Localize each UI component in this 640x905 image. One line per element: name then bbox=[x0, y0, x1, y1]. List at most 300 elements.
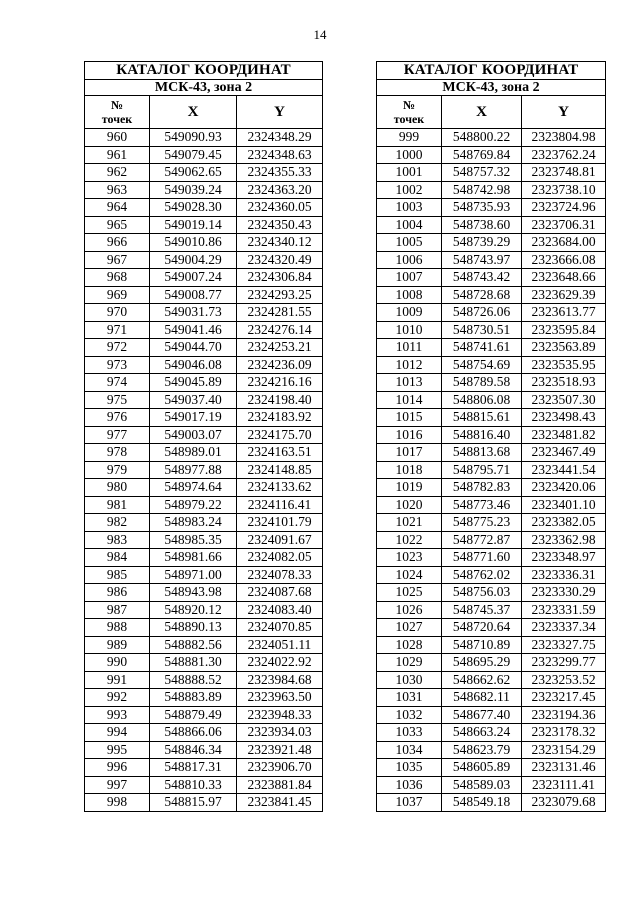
point-number-cell: 1026 bbox=[377, 601, 442, 619]
x-coordinate-cell: 548741.61 bbox=[442, 339, 522, 357]
table-row bbox=[85, 181, 323, 199]
x-coordinate-cell: 548971.00 bbox=[150, 566, 237, 584]
x-coordinate-cell: 548730.51 bbox=[442, 321, 522, 339]
point-number-cell: 1021 bbox=[377, 514, 442, 532]
y-coordinate-cell: 2323684.00 bbox=[522, 234, 606, 252]
table-row bbox=[85, 269, 323, 287]
coordinate-catalog-table-left bbox=[84, 61, 323, 812]
y-coordinate-cell: 2323613.77 bbox=[522, 304, 606, 322]
table-title: КАТАЛОГ КООРДИНАТ bbox=[85, 62, 323, 80]
table-row bbox=[85, 251, 323, 269]
y-coordinate-cell: 2323648.66 bbox=[522, 269, 606, 287]
y-coordinate-cell: 2323963.50 bbox=[237, 689, 323, 707]
point-number-cell: 977 bbox=[85, 426, 150, 444]
table-title-row bbox=[377, 62, 606, 80]
table-body-right bbox=[377, 129, 606, 812]
y-coordinate-cell: 2324360.05 bbox=[237, 199, 323, 217]
table-row bbox=[377, 164, 606, 182]
x-coordinate-cell: 549010.86 bbox=[150, 234, 237, 252]
x-coordinate-cell: 548605.89 bbox=[442, 759, 522, 777]
y-coordinate-cell: 2324070.85 bbox=[237, 619, 323, 637]
table-title: КАТАЛОГ КООРДИНАТ bbox=[377, 62, 606, 80]
point-number-cell: 1029 bbox=[377, 654, 442, 672]
y-coordinate-cell: 2323666.08 bbox=[522, 251, 606, 269]
x-coordinate-cell: 549003.07 bbox=[150, 426, 237, 444]
table-row bbox=[85, 654, 323, 672]
x-coordinate-cell: 548985.35 bbox=[150, 531, 237, 549]
point-number-cell: 978 bbox=[85, 444, 150, 462]
point-number-cell: 1011 bbox=[377, 339, 442, 357]
y-coordinate-cell: 2323331.59 bbox=[522, 601, 606, 619]
point-number-cell: 983 bbox=[85, 531, 150, 549]
x-coordinate-cell: 548589.03 bbox=[442, 776, 522, 794]
x-coordinate-cell: 548742.98 bbox=[442, 181, 522, 199]
point-number-cell: 970 bbox=[85, 304, 150, 322]
point-number-cell: 1013 bbox=[377, 374, 442, 392]
point-number-cell: 1027 bbox=[377, 619, 442, 637]
table-row bbox=[85, 706, 323, 724]
table-row bbox=[85, 444, 323, 462]
column-header-x: X bbox=[150, 96, 237, 129]
y-coordinate-cell: 2323348.97 bbox=[522, 549, 606, 567]
table-row bbox=[85, 199, 323, 217]
table-row bbox=[85, 234, 323, 252]
table-row bbox=[377, 741, 606, 759]
x-coordinate-cell: 549028.30 bbox=[150, 199, 237, 217]
table-row bbox=[377, 251, 606, 269]
table-row bbox=[85, 304, 323, 322]
y-coordinate-cell: 2323131.46 bbox=[522, 759, 606, 777]
table-row bbox=[85, 146, 323, 164]
coordinate-catalog-table-right bbox=[376, 61, 606, 812]
table-row bbox=[377, 514, 606, 532]
point-number-cell: 1004 bbox=[377, 216, 442, 234]
y-coordinate-cell: 2323706.31 bbox=[522, 216, 606, 234]
table-title-row bbox=[85, 62, 323, 80]
point-number-cell: 1036 bbox=[377, 776, 442, 794]
x-coordinate-cell: 549008.77 bbox=[150, 286, 237, 304]
point-number-cell: 969 bbox=[85, 286, 150, 304]
x-coordinate-cell: 549004.29 bbox=[150, 251, 237, 269]
point-number-cell: 975 bbox=[85, 391, 150, 409]
x-coordinate-cell: 549044.70 bbox=[150, 339, 237, 357]
y-coordinate-cell: 2323467.49 bbox=[522, 444, 606, 462]
table-row bbox=[377, 531, 606, 549]
table-row bbox=[377, 671, 606, 689]
y-coordinate-cell: 2323481.82 bbox=[522, 426, 606, 444]
y-coordinate-cell: 2323382.05 bbox=[522, 514, 606, 532]
point-number-cell: 1000 bbox=[377, 146, 442, 164]
point-number-cell: 982 bbox=[85, 514, 150, 532]
point-number-cell: 1022 bbox=[377, 531, 442, 549]
x-coordinate-cell: 549037.40 bbox=[150, 391, 237, 409]
x-coordinate-cell: 548549.18 bbox=[442, 794, 522, 812]
point-number-cell: 1020 bbox=[377, 496, 442, 514]
table-row bbox=[85, 636, 323, 654]
table-row bbox=[85, 601, 323, 619]
column-header-points-word: точек bbox=[393, 112, 425, 126]
point-number-cell: 1002 bbox=[377, 181, 442, 199]
table-row bbox=[377, 549, 606, 567]
point-number-cell: 1007 bbox=[377, 269, 442, 287]
x-coordinate-cell: 548795.71 bbox=[442, 461, 522, 479]
x-coordinate-cell: 548682.11 bbox=[442, 689, 522, 707]
x-coordinate-cell: 548739.29 bbox=[442, 234, 522, 252]
x-coordinate-cell: 548881.30 bbox=[150, 654, 237, 672]
table-row bbox=[377, 129, 606, 147]
point-number-cell: 979 bbox=[85, 461, 150, 479]
x-coordinate-cell: 549079.45 bbox=[150, 146, 237, 164]
table-row bbox=[85, 426, 323, 444]
coordinate-system-label: МСК-43, зона 2 bbox=[377, 80, 606, 96]
table-row bbox=[85, 531, 323, 549]
table-row bbox=[85, 776, 323, 794]
y-coordinate-cell: 2324236.09 bbox=[237, 356, 323, 374]
point-number-cell: 966 bbox=[85, 234, 150, 252]
x-coordinate-cell: 548806.08 bbox=[442, 391, 522, 409]
table-row bbox=[377, 356, 606, 374]
y-coordinate-cell: 2323595.84 bbox=[522, 321, 606, 339]
point-number-cell: 1016 bbox=[377, 426, 442, 444]
y-coordinate-cell: 2323253.52 bbox=[522, 671, 606, 689]
table-row bbox=[377, 234, 606, 252]
point-number-cell: 986 bbox=[85, 584, 150, 602]
x-coordinate-cell: 548800.22 bbox=[442, 129, 522, 147]
table-row bbox=[377, 601, 606, 619]
table-row bbox=[377, 146, 606, 164]
x-coordinate-cell: 548888.52 bbox=[150, 671, 237, 689]
y-coordinate-cell: 2324148.85 bbox=[237, 461, 323, 479]
y-coordinate-cell: 2323079.68 bbox=[522, 794, 606, 812]
x-coordinate-cell: 549090.93 bbox=[150, 129, 237, 147]
y-coordinate-cell: 2324101.79 bbox=[237, 514, 323, 532]
y-coordinate-cell: 2323804.98 bbox=[522, 129, 606, 147]
point-number-cell: 1019 bbox=[377, 479, 442, 497]
table-row bbox=[377, 374, 606, 392]
table-row bbox=[85, 794, 323, 812]
x-coordinate-cell: 548816.40 bbox=[442, 426, 522, 444]
x-coordinate-cell: 548920.12 bbox=[150, 601, 237, 619]
table-row bbox=[377, 391, 606, 409]
y-coordinate-cell: 2324350.43 bbox=[237, 216, 323, 234]
y-coordinate-cell: 2324320.49 bbox=[237, 251, 323, 269]
table-row bbox=[377, 216, 606, 234]
table-row bbox=[85, 759, 323, 777]
x-coordinate-cell: 548769.84 bbox=[442, 146, 522, 164]
table-row bbox=[85, 321, 323, 339]
y-coordinate-cell: 2323748.81 bbox=[522, 164, 606, 182]
y-coordinate-cell: 2323724.96 bbox=[522, 199, 606, 217]
y-coordinate-cell: 2323441.54 bbox=[522, 461, 606, 479]
table-row bbox=[377, 444, 606, 462]
table-row bbox=[377, 636, 606, 654]
y-coordinate-cell: 2323518.93 bbox=[522, 374, 606, 392]
x-coordinate-cell: 549062.65 bbox=[150, 164, 237, 182]
point-number-cell: 1037 bbox=[377, 794, 442, 812]
point-number-cell: 1010 bbox=[377, 321, 442, 339]
point-number-cell: 973 bbox=[85, 356, 150, 374]
x-coordinate-cell: 548866.06 bbox=[150, 724, 237, 742]
y-coordinate-cell: 2324116.41 bbox=[237, 496, 323, 514]
y-coordinate-cell: 2323154.29 bbox=[522, 741, 606, 759]
point-number-cell: 1018 bbox=[377, 461, 442, 479]
y-coordinate-cell: 2323535.95 bbox=[522, 356, 606, 374]
point-number-cell: 968 bbox=[85, 269, 150, 287]
point-number-cell: 993 bbox=[85, 706, 150, 724]
point-number-cell: 1035 bbox=[377, 759, 442, 777]
table-row bbox=[85, 566, 323, 584]
point-number-cell: 971 bbox=[85, 321, 150, 339]
x-coordinate-cell: 548981.66 bbox=[150, 549, 237, 567]
x-coordinate-cell: 549017.19 bbox=[150, 409, 237, 427]
x-coordinate-cell: 549039.24 bbox=[150, 181, 237, 199]
y-coordinate-cell: 2323401.10 bbox=[522, 496, 606, 514]
point-number-cell: 961 bbox=[85, 146, 150, 164]
y-coordinate-cell: 2323738.10 bbox=[522, 181, 606, 199]
x-coordinate-cell: 548754.69 bbox=[442, 356, 522, 374]
table-row bbox=[377, 269, 606, 287]
point-number-cell: 1023 bbox=[377, 549, 442, 567]
x-coordinate-cell: 548943.98 bbox=[150, 584, 237, 602]
table-row bbox=[85, 479, 323, 497]
y-coordinate-cell: 2324091.67 bbox=[237, 531, 323, 549]
y-coordinate-cell: 2323984.68 bbox=[237, 671, 323, 689]
point-number-cell: 964 bbox=[85, 199, 150, 217]
table-row bbox=[377, 794, 606, 812]
table-row bbox=[85, 671, 323, 689]
x-coordinate-cell: 548773.46 bbox=[442, 496, 522, 514]
table-row bbox=[377, 426, 606, 444]
x-coordinate-cell: 548662.62 bbox=[442, 671, 522, 689]
table-row bbox=[85, 391, 323, 409]
table-row bbox=[377, 409, 606, 427]
y-coordinate-cell: 2324133.62 bbox=[237, 479, 323, 497]
table-body-left bbox=[85, 129, 323, 812]
table-row bbox=[85, 286, 323, 304]
x-coordinate-cell: 548989.01 bbox=[150, 444, 237, 462]
y-coordinate-cell: 2323336.31 bbox=[522, 566, 606, 584]
table-row bbox=[377, 776, 606, 794]
x-coordinate-cell: 548756.03 bbox=[442, 584, 522, 602]
x-coordinate-cell: 549007.24 bbox=[150, 269, 237, 287]
y-coordinate-cell: 2324216.16 bbox=[237, 374, 323, 392]
y-coordinate-cell: 2324163.51 bbox=[237, 444, 323, 462]
x-coordinate-cell: 548775.23 bbox=[442, 514, 522, 532]
column-header-row bbox=[377, 96, 606, 129]
point-number-cell: 994 bbox=[85, 724, 150, 742]
table-row bbox=[85, 514, 323, 532]
point-number-cell: 1028 bbox=[377, 636, 442, 654]
x-coordinate-cell: 548813.68 bbox=[442, 444, 522, 462]
table-row bbox=[85, 496, 323, 514]
table-row bbox=[377, 584, 606, 602]
y-coordinate-cell: 2324083.40 bbox=[237, 601, 323, 619]
x-coordinate-cell: 548728.68 bbox=[442, 286, 522, 304]
y-coordinate-cell: 2323629.39 bbox=[522, 286, 606, 304]
y-coordinate-cell: 2324183.92 bbox=[237, 409, 323, 427]
y-coordinate-cell: 2324022.92 bbox=[237, 654, 323, 672]
y-coordinate-cell: 2324293.25 bbox=[237, 286, 323, 304]
column-header-row bbox=[85, 96, 323, 129]
y-coordinate-cell: 2324175.70 bbox=[237, 426, 323, 444]
table-row bbox=[377, 321, 606, 339]
x-coordinate-cell: 548817.31 bbox=[150, 759, 237, 777]
point-number-cell: 963 bbox=[85, 181, 150, 199]
column-header-point-number bbox=[85, 96, 150, 129]
y-coordinate-cell: 2324078.33 bbox=[237, 566, 323, 584]
y-coordinate-cell: 2324051.11 bbox=[237, 636, 323, 654]
x-coordinate-cell: 548810.33 bbox=[150, 776, 237, 794]
table-row bbox=[377, 339, 606, 357]
point-number-cell: 1014 bbox=[377, 391, 442, 409]
point-number-cell: 1008 bbox=[377, 286, 442, 304]
table-zone-row bbox=[377, 80, 606, 96]
y-coordinate-cell: 2323330.29 bbox=[522, 584, 606, 602]
x-coordinate-cell: 549046.08 bbox=[150, 356, 237, 374]
table-row bbox=[85, 724, 323, 742]
y-coordinate-cell: 2324253.21 bbox=[237, 339, 323, 357]
y-coordinate-cell: 2324340.12 bbox=[237, 234, 323, 252]
point-number-cell: 996 bbox=[85, 759, 150, 777]
x-coordinate-cell: 548735.93 bbox=[442, 199, 522, 217]
point-number-cell: 999 bbox=[377, 129, 442, 147]
column-header-number-sign: № bbox=[110, 98, 124, 112]
table-row bbox=[377, 566, 606, 584]
x-coordinate-cell: 548815.61 bbox=[442, 409, 522, 427]
point-number-cell: 965 bbox=[85, 216, 150, 234]
y-coordinate-cell: 2323881.84 bbox=[237, 776, 323, 794]
x-coordinate-cell: 548883.89 bbox=[150, 689, 237, 707]
x-coordinate-cell: 548771.60 bbox=[442, 549, 522, 567]
y-coordinate-cell: 2323299.77 bbox=[522, 654, 606, 672]
y-coordinate-cell: 2324082.05 bbox=[237, 549, 323, 567]
x-coordinate-cell: 548977.88 bbox=[150, 461, 237, 479]
x-coordinate-cell: 548974.64 bbox=[150, 479, 237, 497]
y-coordinate-cell: 2324087.68 bbox=[237, 584, 323, 602]
coordinate-system-label: МСК-43, зона 2 bbox=[85, 80, 323, 96]
table-row bbox=[377, 199, 606, 217]
y-coordinate-cell: 2324348.63 bbox=[237, 146, 323, 164]
point-number-cell: 974 bbox=[85, 374, 150, 392]
x-coordinate-cell: 548882.56 bbox=[150, 636, 237, 654]
x-coordinate-cell: 548738.60 bbox=[442, 216, 522, 234]
y-coordinate-cell: 2324363.20 bbox=[237, 181, 323, 199]
x-coordinate-cell: 548720.64 bbox=[442, 619, 522, 637]
table-row bbox=[85, 409, 323, 427]
table-row bbox=[85, 549, 323, 567]
point-number-cell: 990 bbox=[85, 654, 150, 672]
y-coordinate-cell: 2323906.70 bbox=[237, 759, 323, 777]
y-coordinate-cell: 2323498.43 bbox=[522, 409, 606, 427]
point-number-cell: 1031 bbox=[377, 689, 442, 707]
point-number-cell: 992 bbox=[85, 689, 150, 707]
x-coordinate-cell: 548745.37 bbox=[442, 601, 522, 619]
page-number: 14 bbox=[313, 27, 327, 42]
y-coordinate-cell: 2324281.55 bbox=[237, 304, 323, 322]
y-coordinate-cell: 2323111.41 bbox=[522, 776, 606, 794]
x-coordinate-cell: 549031.73 bbox=[150, 304, 237, 322]
point-number-cell: 1030 bbox=[377, 671, 442, 689]
table-row bbox=[85, 216, 323, 234]
y-coordinate-cell: 2324306.84 bbox=[237, 269, 323, 287]
point-number-cell: 1003 bbox=[377, 199, 442, 217]
point-number-cell: 1032 bbox=[377, 706, 442, 724]
x-coordinate-cell: 548695.29 bbox=[442, 654, 522, 672]
table-row bbox=[85, 584, 323, 602]
y-coordinate-cell: 2324276.14 bbox=[237, 321, 323, 339]
x-coordinate-cell: 549045.89 bbox=[150, 374, 237, 392]
point-number-cell: 1006 bbox=[377, 251, 442, 269]
x-coordinate-cell: 548979.22 bbox=[150, 496, 237, 514]
table-row bbox=[85, 339, 323, 357]
x-coordinate-cell: 548890.13 bbox=[150, 619, 237, 637]
x-coordinate-cell: 548983.24 bbox=[150, 514, 237, 532]
table-row bbox=[85, 129, 323, 147]
point-number-cell: 984 bbox=[85, 549, 150, 567]
point-number-cell: 972 bbox=[85, 339, 150, 357]
x-coordinate-cell: 548772.87 bbox=[442, 531, 522, 549]
point-number-cell: 1015 bbox=[377, 409, 442, 427]
table-row bbox=[377, 706, 606, 724]
y-coordinate-cell: 2323217.45 bbox=[522, 689, 606, 707]
table-row bbox=[377, 461, 606, 479]
point-number-cell: 980 bbox=[85, 479, 150, 497]
y-coordinate-cell: 2323362.98 bbox=[522, 531, 606, 549]
column-header-y: Y bbox=[522, 96, 606, 129]
point-number-cell: 1012 bbox=[377, 356, 442, 374]
table-row bbox=[377, 724, 606, 742]
point-number-cell: 1005 bbox=[377, 234, 442, 252]
y-coordinate-cell: 2324198.40 bbox=[237, 391, 323, 409]
x-coordinate-cell: 548815.97 bbox=[150, 794, 237, 812]
point-number-cell: 1033 bbox=[377, 724, 442, 742]
x-coordinate-cell: 548782.83 bbox=[442, 479, 522, 497]
y-coordinate-cell: 2324355.33 bbox=[237, 164, 323, 182]
column-header-number-sign: № bbox=[402, 98, 416, 112]
x-coordinate-cell: 548743.42 bbox=[442, 269, 522, 287]
y-coordinate-cell: 2323934.03 bbox=[237, 724, 323, 742]
column-header-x: X bbox=[442, 96, 522, 129]
x-coordinate-cell: 548726.06 bbox=[442, 304, 522, 322]
table-row bbox=[377, 181, 606, 199]
table-row bbox=[377, 286, 606, 304]
y-coordinate-cell: 2324348.29 bbox=[237, 129, 323, 147]
point-number-cell: 1001 bbox=[377, 164, 442, 182]
point-number-cell: 991 bbox=[85, 671, 150, 689]
table-row bbox=[85, 356, 323, 374]
y-coordinate-cell: 2323194.36 bbox=[522, 706, 606, 724]
point-number-cell: 1009 bbox=[377, 304, 442, 322]
point-number-cell: 1017 bbox=[377, 444, 442, 462]
point-number-cell: 988 bbox=[85, 619, 150, 637]
point-number-cell: 976 bbox=[85, 409, 150, 427]
table-row bbox=[377, 759, 606, 777]
table-row bbox=[85, 461, 323, 479]
table-row bbox=[85, 689, 323, 707]
point-number-cell: 989 bbox=[85, 636, 150, 654]
x-coordinate-cell: 548762.02 bbox=[442, 566, 522, 584]
column-header-y: Y bbox=[237, 96, 323, 129]
x-coordinate-cell: 548789.58 bbox=[442, 374, 522, 392]
point-number-cell: 987 bbox=[85, 601, 150, 619]
point-number-cell: 1034 bbox=[377, 741, 442, 759]
x-coordinate-cell: 548623.79 bbox=[442, 741, 522, 759]
x-coordinate-cell: 548677.40 bbox=[442, 706, 522, 724]
table-row bbox=[377, 654, 606, 672]
table-row bbox=[377, 304, 606, 322]
x-coordinate-cell: 548710.89 bbox=[442, 636, 522, 654]
table-row bbox=[85, 741, 323, 759]
